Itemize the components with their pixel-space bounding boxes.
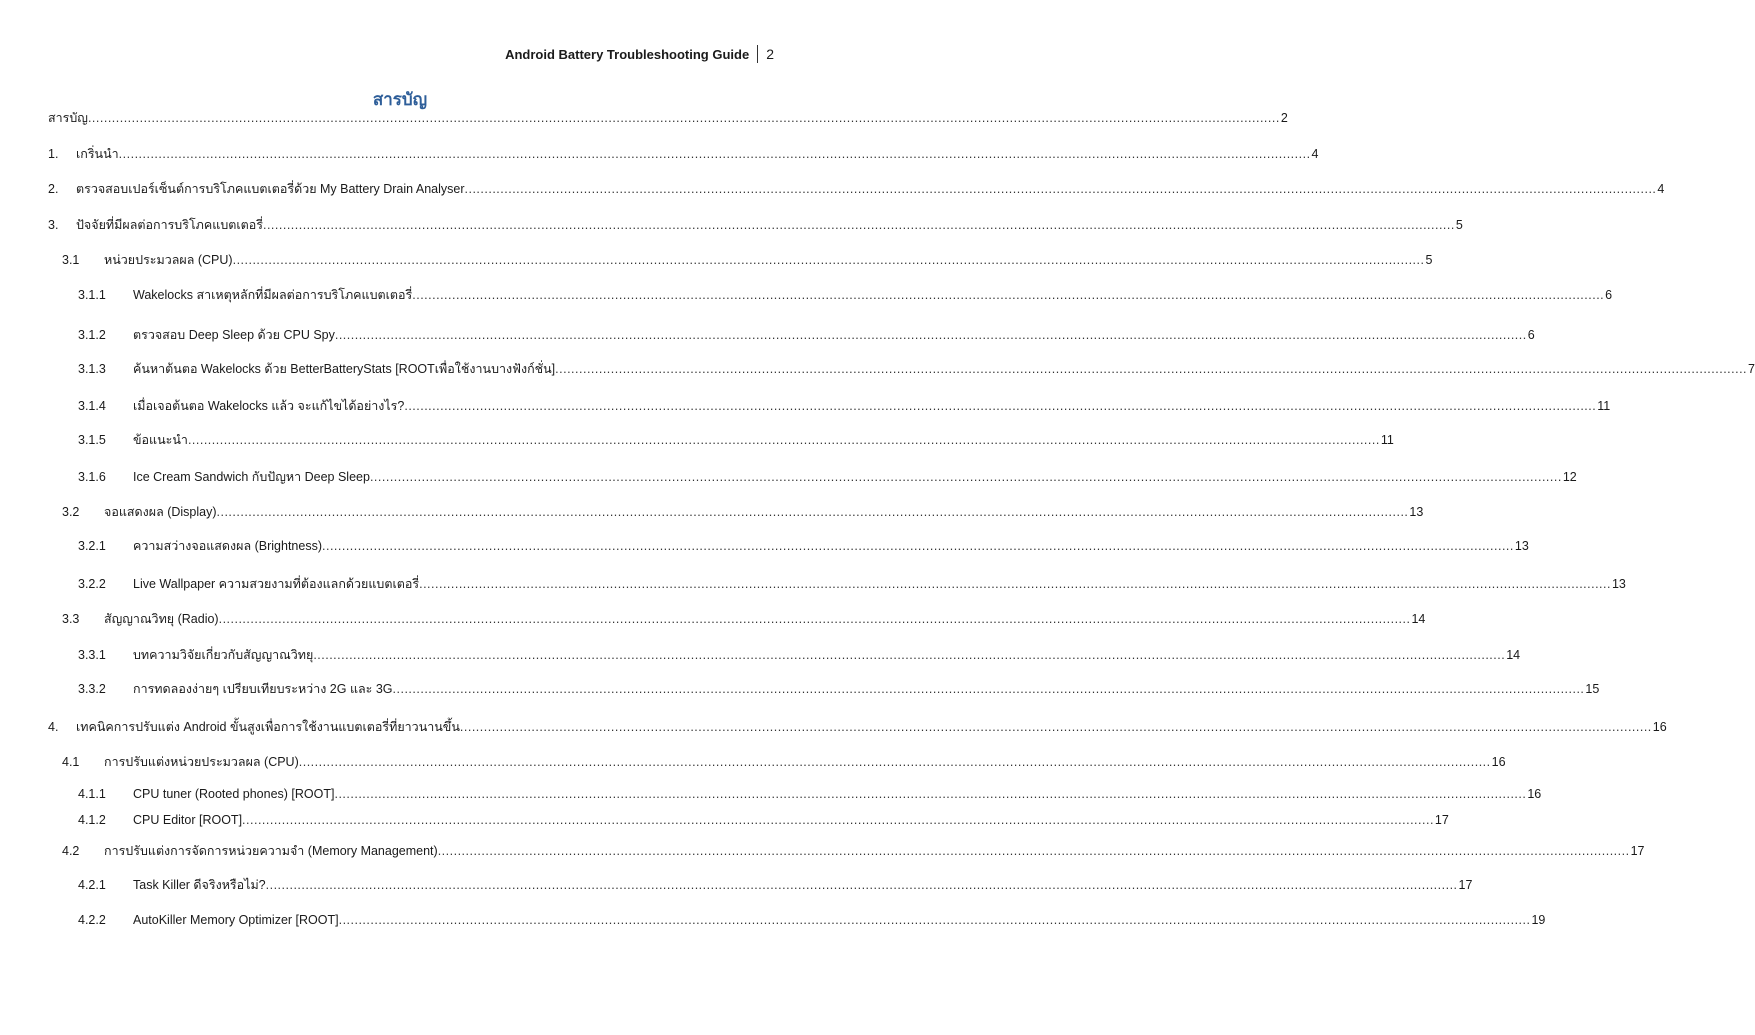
toc-entry-number: 4.2 — [62, 844, 80, 858]
toc-entry[interactable] — [0, 250, 1433, 268]
toc-entry-page: 5 — [1455, 218, 1463, 232]
toc-entry-page: 14 — [1506, 648, 1521, 662]
toc-entry[interactable] — [0, 810, 1449, 828]
toc-entry[interactable] — [0, 536, 1529, 554]
toc-entry-number: 2. — [48, 182, 59, 196]
toc-entry-number: 4.2.2 — [78, 913, 106, 927]
toc-entry-number: 4.1.1 — [78, 787, 106, 801]
toc-leader-dots: ............................................................................................................................................................................................................................................................................................................ — [555, 362, 1748, 376]
toc-entry-title: จอแสดงผล (Display) — [104, 505, 217, 519]
toc-entry-page: 6 — [1605, 288, 1613, 302]
toc-entry[interactable] — [0, 215, 1463, 233]
toc-entry-title: การปรับแต่งหน่วยประมวลผล (CPU) — [104, 755, 299, 769]
toc-entry-number: 4. — [48, 720, 59, 734]
toc-entry-title: หน่วยประมวลผล (CPU) — [104, 253, 233, 267]
toc-entry-number: 3.2.2 — [78, 577, 106, 591]
toc-entry-number: 4.1 — [62, 755, 80, 769]
toc-leader-dots: ............................................................................................................................................................................................................................................................................................................ — [334, 328, 1527, 342]
toc-entry[interactable] — [0, 910, 1546, 928]
toc-entry[interactable] — [0, 179, 1665, 197]
toc-leader-dots: ............................................................................................................................................................................................................................................................................................................ — [262, 218, 1455, 232]
toc-entry-page: 16 — [1527, 787, 1542, 801]
toc-leader-dots: ............................................................................................................................................................................................................................................................................................................ — [404, 399, 1597, 413]
toc-entry[interactable] — [0, 467, 1577, 485]
toc-entry-title: สัญญาณวิทยุ (Radio) — [104, 612, 219, 626]
toc-entry-title: AutoKiller Memory Optimizer [ROOT] — [133, 913, 339, 927]
toc-entry-page: 14 — [1411, 612, 1426, 626]
toc-entry-title: ความสว่างจอแสดงผล (Brightness) — [133, 539, 322, 553]
toc-entry-page: 11 — [1597, 399, 1611, 413]
toc-leader-dots: ............................................................................................................................................................................................................................................................................................................ — [412, 288, 1605, 302]
toc-entry-page: 11 — [1380, 433, 1394, 447]
toc-entry-number: 3.2.1 — [78, 539, 106, 553]
toc-entry-title: เทคนิคการปรับแต่ง Android ขั้นสูงเพื่อการใช้งานแบตเตอรี่ที่ยาวนานขึ้น — [76, 720, 460, 734]
toc-leader-dots: ............................................................................................................................................................................................................................................................................................................ — [369, 470, 1562, 484]
toc-entry[interactable] — [0, 359, 1755, 377]
toc-entry-page: 6 — [1527, 328, 1535, 342]
toc-leader-dots: ............................................................................................................................................................................................................................................................................................................ — [118, 147, 1311, 161]
toc-leader-dots: ............................................................................................................................................................................................................................................................................................................ — [459, 720, 1652, 734]
toc-entry-number: 4.1.2 — [78, 813, 106, 827]
toc-entry-number: 3.1.4 — [78, 399, 106, 413]
toc-leader-dots: ............................................................................................................................................................................................................................................................................................................ — [464, 182, 1657, 196]
toc-entry[interactable] — [0, 717, 1667, 735]
toc-entry-page: 5 — [1425, 253, 1433, 267]
toc-entry-title: ข้อแนะนำ — [133, 433, 188, 447]
toc-entry-title: Ice Cream Sandwich กับปัญหา Deep Sleep — [133, 470, 370, 484]
toc-entry-page: 13 — [1611, 577, 1626, 591]
toc-entry-title: ตรวจสอบ Deep Sleep ด้วย CPU Spy — [133, 328, 335, 342]
toc-entry-number: 3.1.5 — [78, 433, 106, 447]
toc-entry[interactable] — [0, 285, 1613, 303]
toc-entry[interactable] — [0, 609, 1426, 627]
toc-leader-dots: ............................................................................................................................................................................................................................................................................................................ — [437, 844, 1630, 858]
toc-entry-page: 16 — [1491, 755, 1506, 769]
toc-entry-title: สารบัญ — [48, 111, 88, 125]
toc-leader-dots: ............................................................................................................................................................................................................................................................................................................ — [187, 433, 1380, 447]
toc-leader-dots: ............................................................................................................................................................................................................................................................................................................ — [298, 755, 1491, 769]
toc-entry-title: ปัจจัยที่มีผลต่อการบริโภคแบตเตอรี่ — [76, 218, 263, 232]
header-page-number: 2 — [766, 46, 774, 62]
toc-entry-title: การปรับแต่งการจัดการหน่วยความจำ (Memory Management) — [104, 844, 438, 858]
toc-entry-number: 1. — [48, 147, 59, 161]
toc-entry-page: 17 — [1458, 878, 1473, 892]
toc-entry-title: CPU tuner (Rooted phones) [ROOT] — [133, 787, 335, 801]
toc-entry-number: 3.3 — [62, 612, 80, 626]
toc-entry[interactable] — [0, 574, 1626, 592]
toc-leader-dots: ............................................................................................................................................................................................................................................................................................................ — [232, 253, 1425, 267]
toc-entry-page: 17 — [1434, 813, 1449, 827]
toc-entry-page: 12 — [1562, 470, 1577, 484]
toc-entry-page: 19 — [1531, 913, 1546, 927]
toc-leader-dots: ............................................................................................................................................................................................................................................................................................................ — [338, 913, 1531, 927]
toc-entry-number: 3.3.2 — [78, 682, 106, 696]
toc-leader-dots: ............................................................................................................................................................................................................................................................................................................ — [265, 878, 1458, 892]
toc-entry-number: 3.1.6 — [78, 470, 106, 484]
toc-entry-number: 3.3.1 — [78, 648, 106, 662]
toc-entry[interactable] — [0, 679, 1600, 697]
toc-entry[interactable] — [0, 752, 1506, 770]
toc-entry-title: การทดลองง่ายๆ เปรียบเทียบระหว่าง 2G และ 3G — [133, 682, 393, 696]
toc-entry-number: 3. — [48, 218, 59, 232]
toc-entry[interactable] — [0, 841, 1645, 859]
toc-entry[interactable] — [0, 430, 1394, 448]
toc-entry[interactable] — [0, 396, 1611, 414]
toc-entry[interactable] — [0, 325, 1535, 343]
toc-entry-number: 3.1.2 — [78, 328, 106, 342]
toc-entry-title: บทความวิจัยเกี่ยวกับสัญญาณวิทยุ — [133, 648, 314, 662]
toc-entry-page: 4 — [1657, 182, 1665, 196]
toc-entry-number: 3.1.3 — [78, 362, 106, 376]
toc-leader-dots: ............................................................................................................................................................................................................................................................................................................ — [216, 505, 1409, 519]
toc-entry-number: 3.1 — [62, 253, 80, 267]
document-title: Android Battery Troubleshooting Guide — [505, 46, 750, 62]
toc-leader-dots: ............................................................................................................................................................................................................................................................................................................ — [313, 648, 1506, 662]
toc-entry[interactable] — [0, 875, 1473, 893]
toc-entry-page: 13 — [1514, 539, 1529, 553]
toc-leader-dots: ............................................................................................................................................................................................................................................................................................................ — [334, 787, 1527, 801]
toc-leader-dots: ............................................................................................................................................................................................................................................................................................................ — [322, 539, 1514, 553]
toc-entry-title: เมื่อเจอต้นตอ Wakelocks แล้ว จะแก้ไขได้อย่างไร? — [133, 399, 405, 413]
toc-entry[interactable] — [0, 502, 1424, 520]
toc-leader-dots: ............................................................................................................................................................................................................................................................................................................ — [242, 813, 1434, 827]
toc-heading: สารบัญ — [372, 90, 428, 110]
toc-entry-number: 3.1.1 — [78, 288, 106, 302]
toc-leader-dots: ............................................................................................................................................................................................................................................................................................................ — [218, 612, 1411, 626]
toc-entry-page: 13 — [1409, 505, 1424, 519]
toc-entry-title: ตรวจสอบเปอร์เซ็นต์การบริโภคแบตเตอรี่ด้วย My Battery Drain Analyser — [76, 182, 465, 196]
toc-entry-page: 4 — [1311, 147, 1319, 161]
toc-entry-title: CPU Editor [ROOT] — [133, 813, 243, 827]
toc-entry-page: 16 — [1652, 720, 1667, 734]
toc-entry-page: 17 — [1630, 844, 1645, 858]
toc-entry-title: Task Killer ดีจริงหรือไม่? — [133, 878, 266, 892]
toc-entry-title: เกริ่นนำ — [76, 147, 119, 161]
toc-entry-number: 4.2.1 — [78, 878, 106, 892]
toc-entry[interactable] — [0, 784, 1542, 802]
toc-entry[interactable] — [0, 144, 1319, 162]
toc-entry-title: Live Wallpaper ความสวยงามที่ต้องแลกด้วยแบตเตอรี่ — [133, 577, 420, 591]
toc-entry-page: 2 — [1280, 111, 1288, 125]
toc-entry-title: Wakelocks สาเหตุหลักที่มีผลต่อการบริโภคแบตเตอรี่ — [133, 288, 413, 302]
toc-entry-page: 7 — [1748, 362, 1755, 376]
toc-entry-number: 3.2 — [62, 505, 80, 519]
toc-entry[interactable] — [0, 645, 1521, 663]
toc-entry-page: 15 — [1585, 682, 1600, 696]
toc-leader-dots: ............................................................................................................................................................................................................................................................................................................ — [87, 111, 1280, 125]
toc-entry[interactable] — [0, 108, 1288, 126]
toc-leader-dots: ............................................................................................................................................................................................................................................................................................................ — [392, 682, 1585, 696]
toc-leader-dots: ............................................................................................................................................................................................................................................................................................................ — [419, 577, 1611, 591]
toc-entry-title: ค้นหาต้นตอ Wakelocks ด้วย BetterBatteryStats [ROOTเพื่อใช้งานบางฟังก์ชั่น] — [133, 362, 556, 376]
